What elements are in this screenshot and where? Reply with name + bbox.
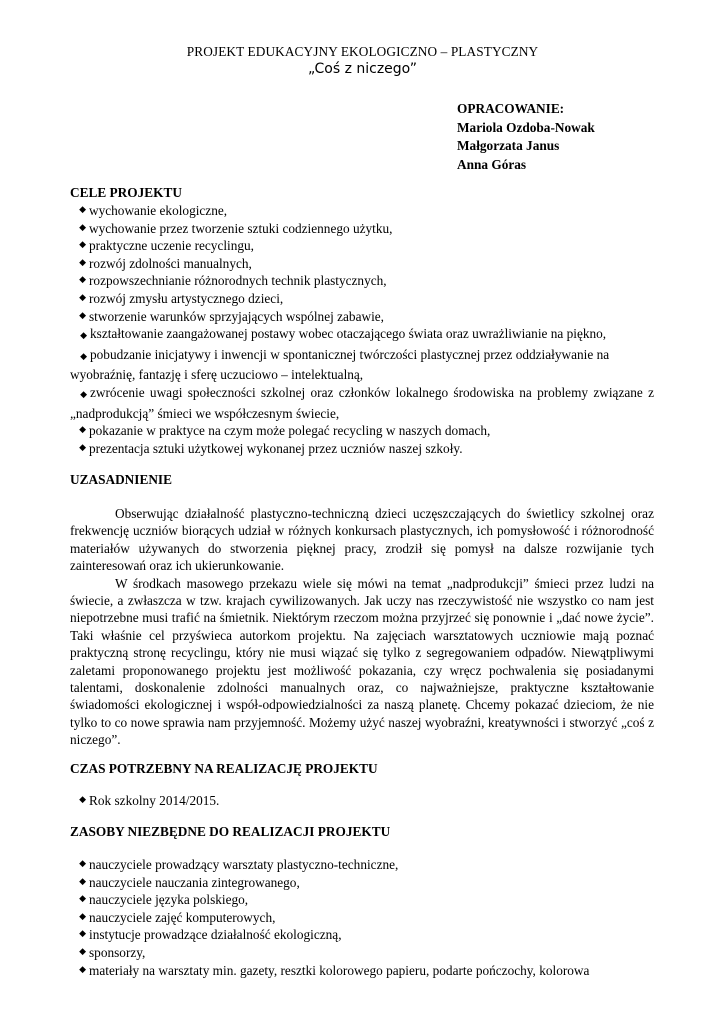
section-heading-uzasadnienie: UZASADNIENIE xyxy=(70,472,172,487)
paragraph: Obserwując działalność plastyczno-techniczną dzieci uczęszczających do świetlicy szkolnej oraz frekwencję uczniów biorących udział w różnych konkursach plastycznych, ich pomysłowość i różnorodność materiałów używanych do stworzenia pięknej pracy, zrodził się pomysł na dalsze rozwijanie tych zainteresowań oraz ich ukierunkowanie. xyxy=(70,506,654,574)
list-item: ◆ stworzenie warunków sprzyjających wspólnej zabawie, xyxy=(70,308,654,326)
time-list xyxy=(70,792,654,810)
diamond-bullet-icon: ◆ xyxy=(79,257,86,268)
diamond-bullet-icon: ◆ xyxy=(79,275,86,286)
list-item: ◆ instytucje prowadzące działalność ekologiczną, xyxy=(70,926,654,944)
diamond-bullet-icon: ◆ xyxy=(79,425,86,436)
diamond-bullet-icon: ◆ xyxy=(80,389,87,400)
author-name: Mariola Ozdoba-Nowak xyxy=(457,119,595,135)
diamond-bullet-icon: ◆ xyxy=(79,795,86,805)
authors-label: OPRACOWANIE: xyxy=(457,101,565,116)
authors-block xyxy=(457,100,595,174)
diamond-bullet-icon: ◆ xyxy=(79,240,86,251)
diamond-bullet-icon: ◆ xyxy=(80,331,87,342)
diamond-bullet-icon: ◆ xyxy=(79,310,86,321)
list-item: ◆ wychowanie ekologiczne, xyxy=(70,202,654,220)
diamond-bullet-icon: ◆ xyxy=(79,894,86,905)
list-item: ◆ rozwój zmysłu artystycznego dzieci, xyxy=(70,290,654,308)
diamond-bullet-icon: ◆ xyxy=(79,859,86,869)
diamond-bullet-icon: ◆ xyxy=(79,876,86,887)
list-item: ◆ nauczyciele prowadzący warsztaty plastyczno-techniczne, xyxy=(70,856,654,874)
diamond-bullet-icon: ◆ xyxy=(79,946,86,957)
diamond-bullet-icon: ◆ xyxy=(79,911,86,922)
author-name: Małgorzata Janus xyxy=(457,138,560,153)
list-item: ◆ Rok szkolny 2014/2015. xyxy=(70,792,654,810)
diamond-bullet-icon: ◆ xyxy=(79,292,86,303)
list-item: ◆ pobudzanie inicjatywy i inwencji w spontanicznej twórczości plastycznej przez oddziaływanie na wyobraźnię, fantazję i sferę uczuciowo – intelektualną, xyxy=(70,346,610,383)
section-heading-czas: CZAS POTRZEBNY NA REALIZACJĘ PROJEKTU xyxy=(70,761,378,776)
list-item: ◆ kształtowanie zaangażowanej postawy wobec otaczającego świata oraz uwrażliwianie na piękno, xyxy=(70,325,654,346)
diamond-bullet-icon: ◆ xyxy=(79,929,86,940)
list-item: ◆ nauczyciele języka polskiego, xyxy=(70,891,654,909)
diamond-bullet-icon: ◆ xyxy=(79,442,86,453)
list-item: ◆ sponsorzy, xyxy=(70,944,654,962)
list-item: ◆ materiały na warsztaty min. gazety, resztki kolorowego papieru, podarte pończochy, kolorowa xyxy=(70,962,654,980)
diamond-bullet-icon: ◆ xyxy=(79,205,86,215)
list-item: ◆ prezentacja sztuki użytkowej wykonanej przez uczniów naszej szkoły. xyxy=(70,440,654,458)
list-item: ◆ praktyczne uczenie recyclingu, xyxy=(70,237,654,255)
resources-list xyxy=(70,856,654,979)
author-name: Anna Góras xyxy=(457,156,527,172)
list-item: ◆ zwrócenie uwagi społeczności szkolnej oraz członków lokalnego środowiska na problemy związane z „nadprodukcją” śmieci we współczesnym świecie, xyxy=(70,384,654,421)
paragraph: W środkach masowego przekazu wiele się mówi na temat „nadprodukcji” śmieci przez ludzi na świecie, a zwłaszcza w tzw. krajach cywilizowanych. Jak uczy nas rzeczywistość nie wszystko co nam jest niepotrzebne musi trafić na śmietnik. Niektórym rzeczom można przyjrzeć się ponownie i „dać nowe życie”. Taki właśnie cel przyświeca autorkom projektu. Na zajęciach warsztatowych uczniowie mają poznać praktyczną stronę recyclingu, który nie musi wiązać się tylko z segregowaniem odpadów. Niewątpliwymi zaletami proponowanego projektu jest możliwość pokazania, czy wręcz pochwalenia się posiadanymi talentami, doskonalenie zdolności manualnych oraz, co najważniejsze, praktyczne kształtowanie świadomości ekologicznej i współ-odpowiedzialności za naszą planetę. Chcemy pokazać dzieciom, że nie tylko to co nowe sprawia nam przyjemność. Możemy użyć naszej wyobraźni, kreatywności i stworzyć „coś z niczego”. xyxy=(70,575,654,748)
list-item: ◆ pokazanie w praktyce na czym może polegać recycling w naszych domach, xyxy=(70,422,654,440)
diamond-bullet-icon: ◆ xyxy=(79,222,86,233)
justification-text xyxy=(70,505,654,749)
list-item: ◆ nauczyciele nauczania zintegrowanego, xyxy=(70,874,654,892)
project-title: PROJEKT EDUKACYJNY EKOLOGICZNO – PLASTYCZNY xyxy=(186,44,539,59)
list-item: ◆ nauczyciele zajęć komputerowych, xyxy=(70,909,654,927)
section-heading-zasoby: ZASOBY NIEZBĘDNE DO REALIZACJI PROJEKTU xyxy=(70,824,391,839)
project-subtitle: „Coś z niczego” xyxy=(308,61,417,77)
list-item: ◆ rozwój zdolności manualnych, xyxy=(70,255,654,273)
section-heading-cele: CELE PROJEKTU xyxy=(70,185,182,200)
diamond-bullet-icon: ◆ xyxy=(79,964,86,975)
list-item: ◆ wychowanie przez tworzenie sztuki codziennego użytku, xyxy=(70,220,654,238)
goals-list xyxy=(70,202,654,457)
list-item: ◆ rozpowszechnianie różnorodnych technik plastycznych, xyxy=(70,272,654,290)
diamond-bullet-icon: ◆ xyxy=(80,351,87,362)
